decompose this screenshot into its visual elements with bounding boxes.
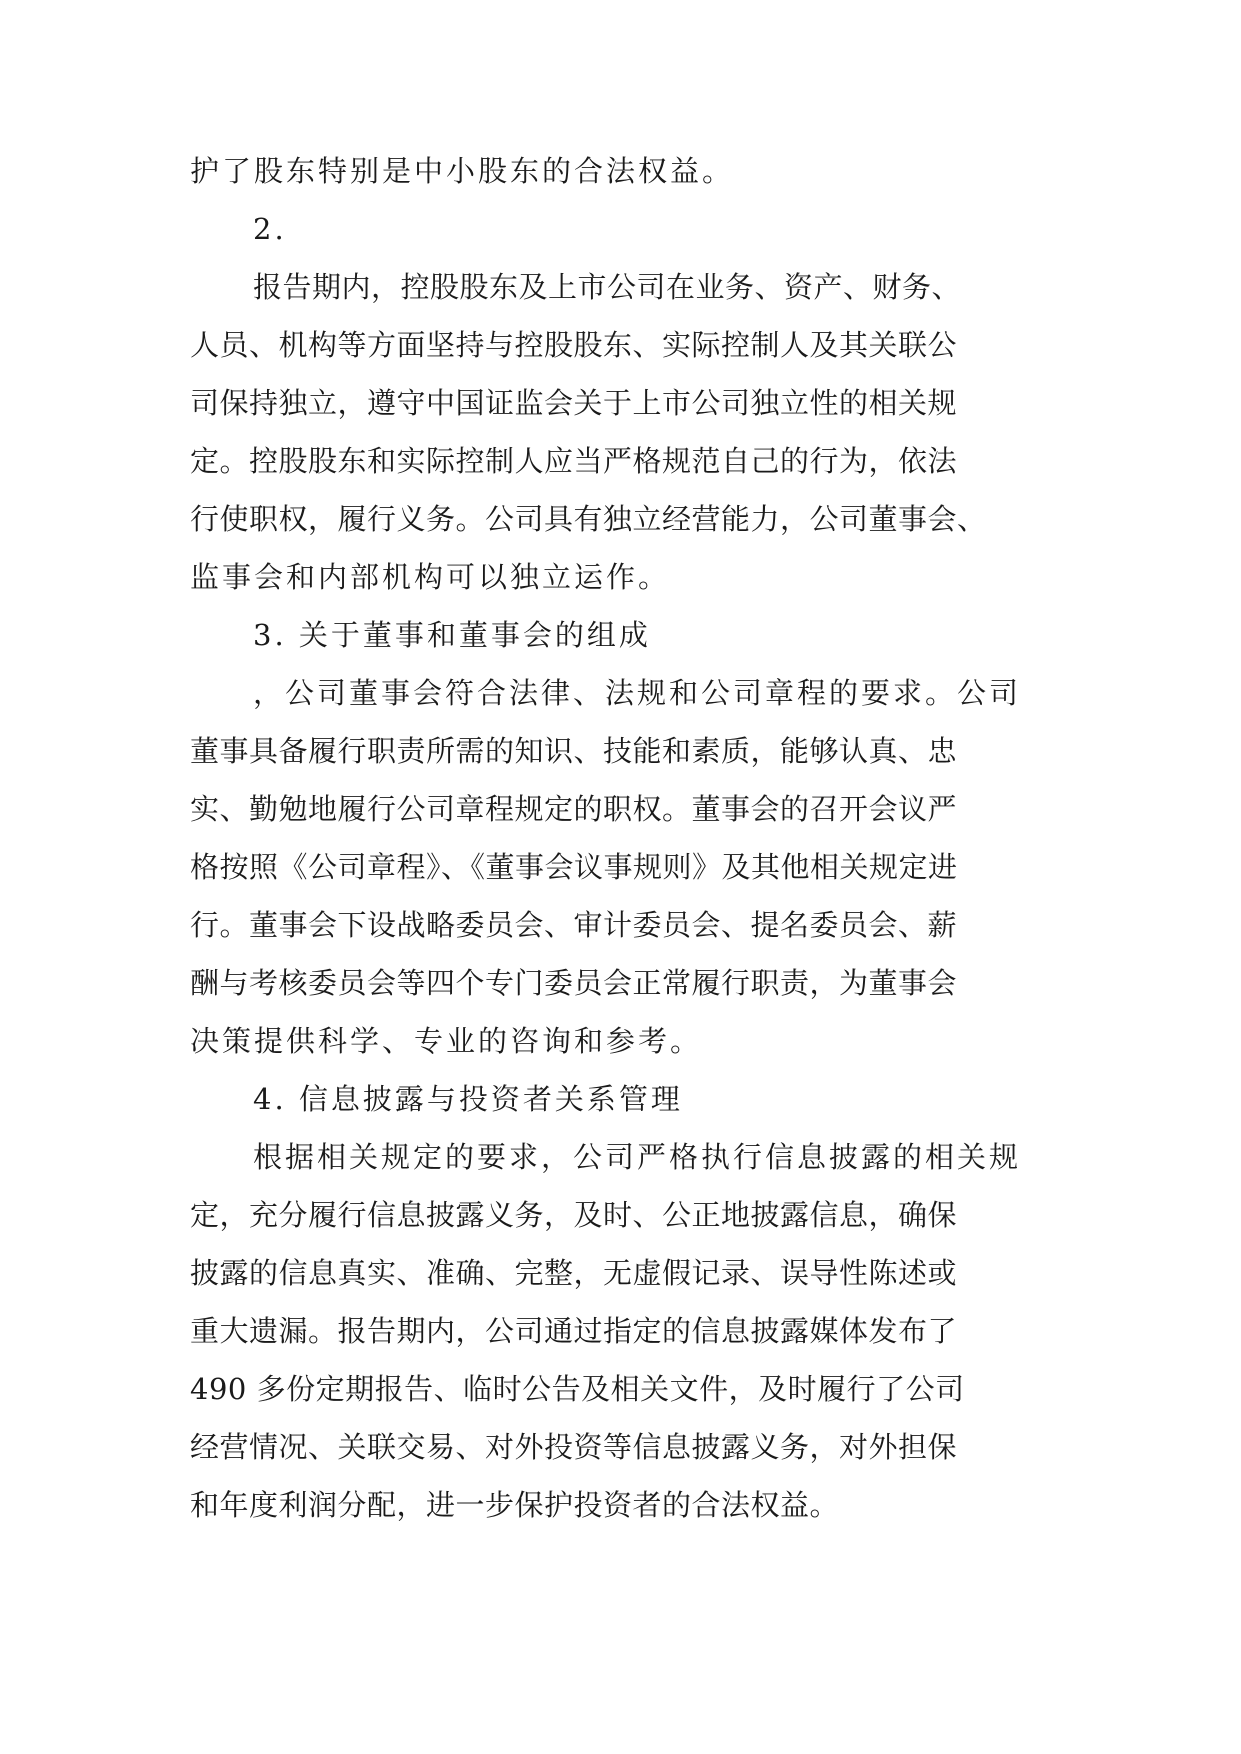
text-line: 决策提供科学、专业的咨询和参考。 <box>190 1024 703 1058</box>
text-line: 和年度利润分配，进一步保护投资者的合法权益。 <box>190 1488 840 1522</box>
text-line: 酬与考核委员会等四个专门委员会正常履行职责，为董事会 <box>190 966 958 1000</box>
text-line: 董事具备履行职责所需的知识、技能和素质，能够认真、忠 <box>190 734 958 768</box>
text-line: 人员、机构等方面坚持与控股股东、实际控制人及其关联公 <box>190 328 958 362</box>
text-line: 重大遗漏。报告期内，公司通过指定的信息披露媒体发布了 <box>190 1314 958 1348</box>
text-line: 实、勤勉地履行公司章程规定的职权。董事会的召开会议严 <box>190 792 958 826</box>
text-line: 报告期内，控股股东及上市公司在业务、资产、财务、 <box>253 270 962 304</box>
text-line: 披露的信息真实、准确、完整，无虚假记录、误导性陈述或 <box>190 1256 958 1290</box>
text-line: 行。董事会下设战略委员会、审计委员会、提名委员会、薪 <box>190 908 958 942</box>
text-line: 司保持独立，遵守中国证监会关于上市公司独立性的相关规 <box>190 386 958 420</box>
text-line: 格按照《公司章程》、《董事会议事规则》及其他相关规定进 <box>190 850 958 884</box>
text-line: 定，充分履行信息披露义务，及时、公正地披露信息，确保 <box>190 1198 958 1232</box>
section-heading: 4. 信息披露与投资者关系管理 <box>253 1082 683 1116</box>
text-line: 监事会和内部机构可以独立运作。 <box>190 560 671 594</box>
text-line: 490 多份定期报告、临时公告及相关文件，及时履行了公司 <box>190 1372 965 1406</box>
text-line: 行使职权，履行义务。公司具有独立经营能力，公司董事会、 <box>190 502 987 536</box>
text-line: 护了股东特别是中小股东的合法权益。 <box>190 154 735 188</box>
section-heading: 3. 关于董事和董事会的组成 <box>253 618 651 652</box>
section-heading: 2. <box>253 212 287 246</box>
text-line: ，公司董事会符合法律、法规和公司章程的要求。公司 <box>253 676 1022 710</box>
text-line: 经营情况、关联交易、对外投资等信息披露义务，对外担保 <box>190 1430 958 1464</box>
text-line: 根据相关规定的要求，公司严格执行信息披露的相关规 <box>253 1140 1022 1174</box>
text-line: 定。控股股东和实际控制人应当严格规范自己的行为，依法 <box>190 444 958 478</box>
